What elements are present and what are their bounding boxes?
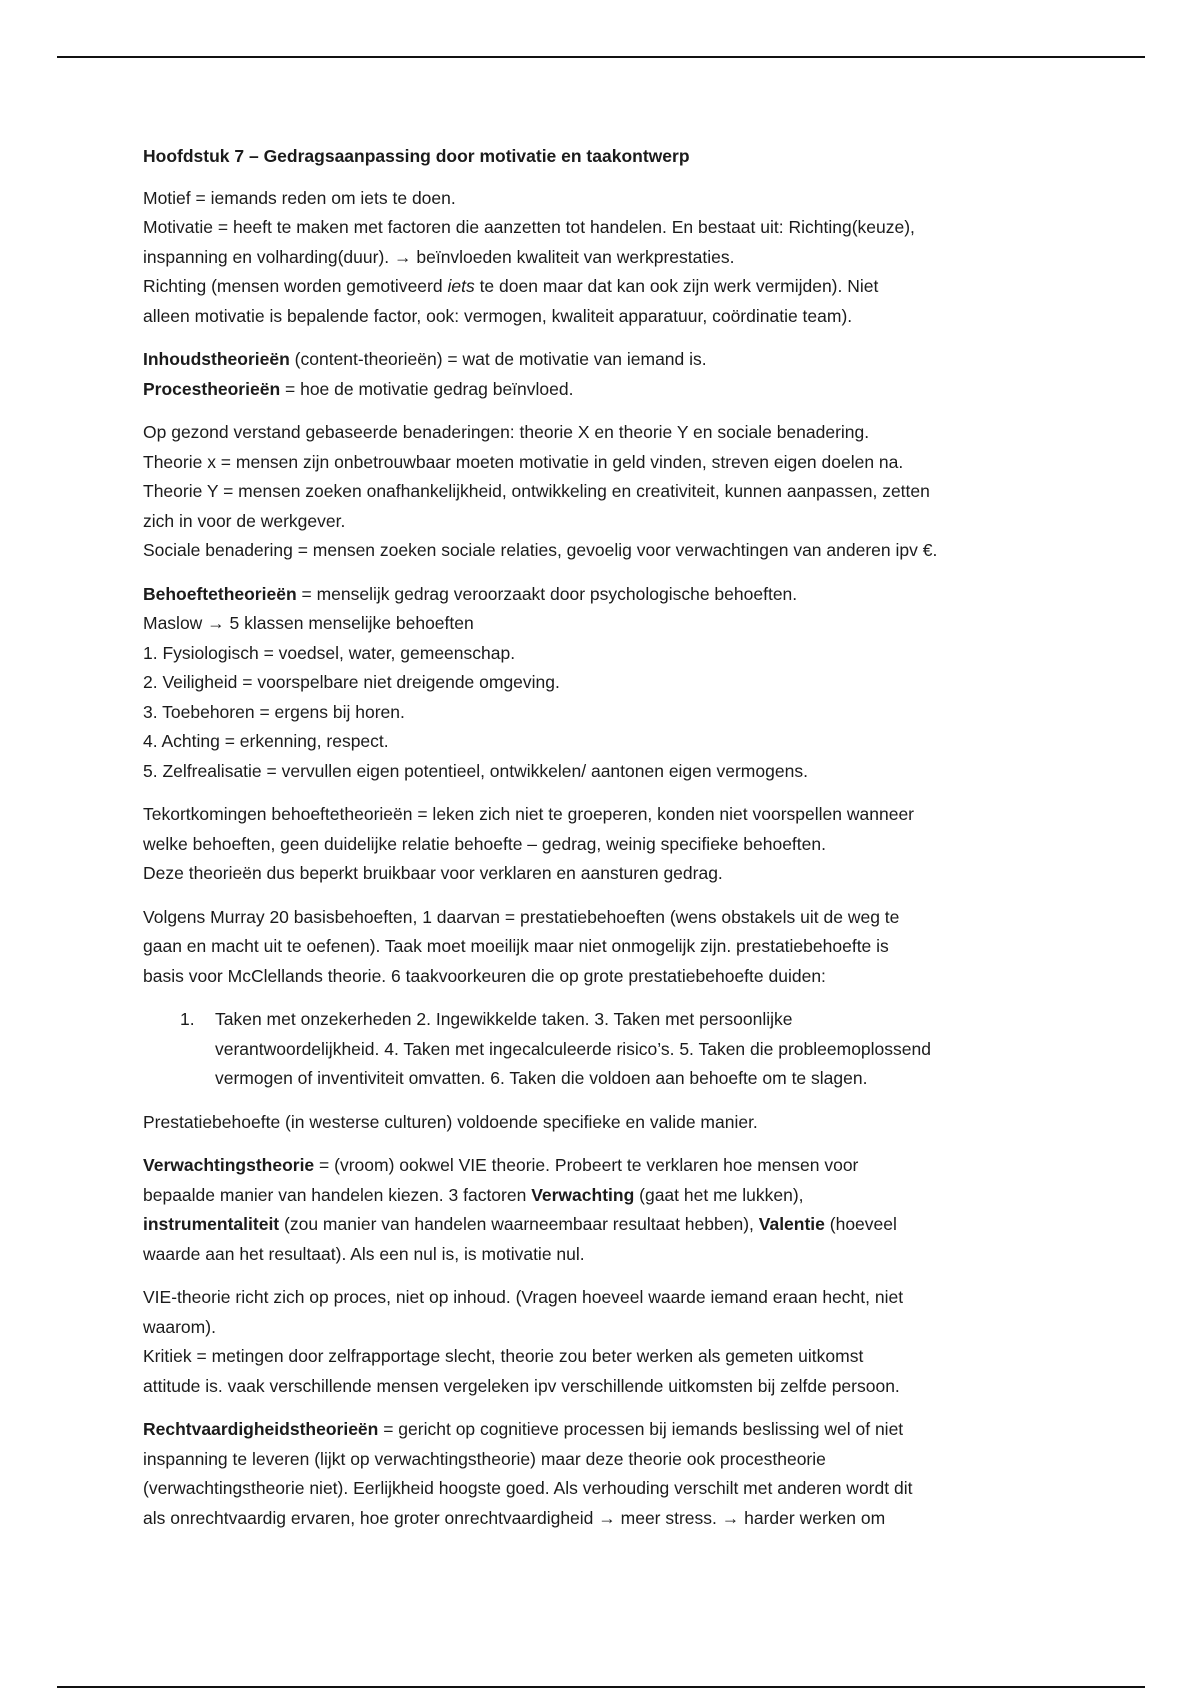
bold-term: Inhoudstheorieën	[143, 349, 290, 369]
header-rule	[57, 56, 1145, 58]
italic-term: iets	[447, 276, 475, 296]
text-line	[143, 345, 1073, 375]
text-line	[143, 272, 1073, 302]
paragraph-achievement-need	[143, 1108, 1073, 1138]
text-line: 4. Achting = erkenning, respect.	[143, 731, 389, 751]
bold-term: instrumentaliteit	[143, 1214, 280, 1234]
text-line: 1. Fysiologisch = voedsel, water, gemeenschap.	[143, 642, 516, 663]
text-segment: (hoeveel	[824, 1214, 897, 1234]
text-line: Theorie x = mensen zijn onbetrouwbaar moeten motivatie in geld vinden, streven eigen doelen na.	[143, 451, 904, 472]
text-line: alleen motivatie is bepalende factor, ook: vermogen, kwaliteit apparatuur, coördinatie team).	[143, 305, 853, 326]
paragraph-expectancy-theory	[143, 1151, 1073, 1269]
text-line	[143, 580, 1073, 610]
bold-term: Rechtvaardigheidstheorieën	[143, 1419, 379, 1439]
text-line: (verwachtingstheorie niet). Eerlijkheid hoogste goed. Als verhouding verschilt met anderen wordt dit	[143, 1478, 913, 1498]
bold-term: Verwachtingstheorie	[143, 1155, 315, 1175]
text-line: welke behoeften, geen duidelijke relatie behoefte – gedrag, weinig specifieke behoeften.	[143, 833, 826, 854]
text-segment: bepaalde manier van handelen kiezen. 3 factoren	[143, 1184, 532, 1205]
text-line: Maslow → 5 klassen menselijke behoeften	[143, 613, 474, 633]
text-line: inspanning en volharding(duur). → beïnvloeden kwaliteit van werkprestaties.	[143, 246, 735, 267]
text-segment: Richting (mensen worden gemotiveerd	[143, 276, 448, 296]
paragraph-theory-x-y	[143, 418, 1073, 566]
text-segment: = gericht op cognitieve processen bij iemands beslissing wel of niet	[378, 1419, 904, 1439]
text-line: waarde aan het resultaat). Als een nul is, is motivatie nul.	[143, 1243, 585, 1264]
text-line: zich in voor de werkgever.	[143, 510, 346, 531]
text-line: waarom).	[143, 1316, 216, 1337]
document-body	[143, 142, 1073, 1547]
paragraph-equity-theories	[143, 1415, 1073, 1533]
list-marker: 1.	[180, 1009, 195, 1029]
bold-term: Valentie	[758, 1214, 825, 1234]
text-line	[143, 1210, 1073, 1240]
paragraph-needs-theories	[143, 580, 1073, 787]
text-segment: te doen maar dat kan ook zijn werk vermijden). Niet	[474, 276, 879, 296]
text-line: Prestatiebehoefte (in westerse culturen) voldoende specifieke en valide manier.	[143, 1111, 758, 1132]
text-segment: = menselijk gedrag veroorzaakt door psychologische behoeften.	[296, 583, 798, 604]
bold-term: Verwachting	[531, 1184, 635, 1205]
text-line	[143, 375, 1073, 405]
paragraph-motivation-definition	[143, 184, 1073, 332]
text-line: Sociale benadering = mensen zoeken sociale relaties, gevoelig voor verwachtingen van anderen ipv €.	[143, 540, 938, 560]
text-line: Kritiek = metingen door zelfrapportage slecht, theorie zou beter werken als gemeten uitkomst	[143, 1346, 864, 1366]
text-line: Motief = iemands reden om iets te doen.	[143, 187, 456, 208]
text-segment: = hoe de motivatie gedrag beïnvloed.	[280, 378, 574, 399]
list-item-line: vermogen of inventiviteit omvatten. 6. Taken die voldoen aan behoefte om te slagen.	[215, 1068, 868, 1088]
paragraph-vie-critique	[143, 1283, 1073, 1401]
text-line: VIE-theorie richt zich op proces, niet op inhoud. (Vragen hoeveel waarde iemand eraan hecht, niet	[143, 1287, 904, 1307]
text-line: basis voor McClellands theorie. 6 taakvoorkeuren die op grote prestatiebehoefte duiden:	[143, 965, 826, 986]
text-segment: = (vroom) ookwel VIE theorie. Probeert te verklaren hoe mensen voor	[314, 1155, 859, 1175]
text-line: Tekortkomingen behoeftetheorieën = leken zich niet te groeperen, konden niet voorspellen wanneer	[143, 804, 914, 824]
text-line: 2. Veiligheid = voorspelbare niet dreigende omgeving.	[143, 672, 560, 692]
text-segment: (zou manier van handelen waarneembaar resultaat hebben),	[279, 1214, 759, 1234]
paragraph-shortcomings	[143, 800, 1073, 889]
list-item-line: Taken met onzekerheden 2. Ingewikkelde taken. 3. Taken met persoonlijke	[215, 1009, 793, 1029]
text-line: gaan en macht uit te oefenen). Taak moet moeilijk maar niet onmogelijk zijn. prestatiebehoefte is	[143, 936, 889, 956]
paragraph-murray	[143, 903, 1073, 992]
text-line: 5. Zelfrealisatie = vervullen eigen potentieel, ontwikkelen/ aantonen eigen vermogens.	[143, 760, 808, 781]
task-preferences-list	[143, 1005, 1073, 1094]
text-line	[143, 1181, 1073, 1211]
bold-term: Procestheorieën	[143, 378, 281, 399]
text-line	[143, 1415, 1073, 1445]
text-line: Deze theorieën dus beperkt bruikbaar voor verklaren en aansturen gedrag.	[143, 863, 723, 883]
footer-rule	[57, 1686, 1145, 1688]
text-line: als onrechtvaardig ervaren, hoe groter onrechtvaardigheid → meer stress. → harder werken om	[143, 1507, 886, 1528]
chapter-title: Hoofdstuk 7 – Gedragsaanpassing door motivatie en taakontwerp	[143, 146, 690, 166]
text-line	[143, 1151, 1073, 1181]
text-line: inspanning te leveren (lijkt op verwachtingstheorie) maar deze theorie ook procestheorie	[143, 1448, 826, 1469]
text-segment: (content-theorieën) = wat de motivatie van iemand is.	[289, 349, 707, 369]
list-item-line: verantwoordelijkheid. 4. Taken met ingecalculeerde risico’s. 5. Taken die probleemoplossend	[215, 1038, 931, 1059]
paragraph-theory-types	[143, 345, 1073, 404]
text-line: Theorie Y = mensen zoeken onafhankelijkheid, ontwikkeling en creativiteit, kunnen aanpassen, zetten	[143, 481, 930, 501]
text-line: Motivatie = heeft te maken met factoren die aanzetten tot handelen. En bestaat uit: Richting(keuze),	[143, 217, 915, 237]
text-line: Op gezond verstand gebaseerde benaderingen: theorie X en theorie Y en sociale benadering.	[143, 422, 870, 442]
text-line: attitude is. vaak verschillende mensen vergeleken ipv verschillende uitkomsten bij zelfde persoon.	[143, 1375, 900, 1396]
bold-term: Behoeftetheorieën	[143, 583, 297, 604]
text-segment: (gaat het me lukken),	[634, 1184, 804, 1205]
text-line: Volgens Murray 20 basisbehoeften, 1 daarvan = prestatiebehoeften (wens obstakels uit de weg te	[143, 906, 900, 927]
text-line: 3. Toebehoren = ergens bij horen.	[143, 701, 405, 722]
